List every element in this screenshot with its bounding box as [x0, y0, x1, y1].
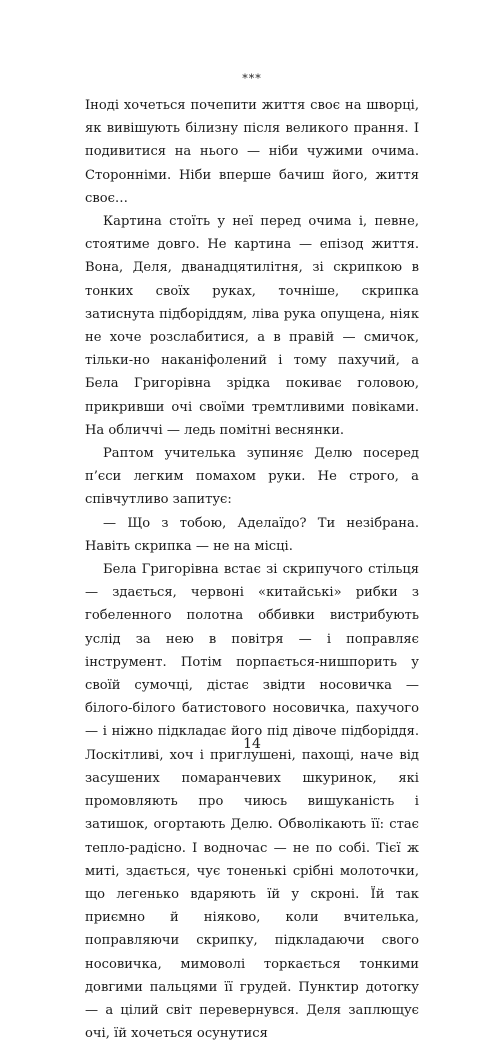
paragraph: Іноді хочеться почепити життя своє на шворці, як вивішують білизну після великого прання. І подивитися на нього — ніби чужими очима. Сторонніми. Ніби вперше бачиш його, життя своє…: [85, 98, 419, 206]
paragraph: Раптом учителька зупиняє Делю посеред п’єси легким помахом руки. Не строго, а співчутливо запитує:: [85, 446, 419, 508]
section-separator: ***: [242, 72, 262, 85]
paragraph: Бела Григорівна встає зі скрипучого стільця — здається, червоні «китайські» рибки з гобеленного полотна оббивки вистрибують услід за нею в повітря — і поправляє інструмент. Потім порпається-нишпорить у своїй сумочці, дістає звідти носовичка — білого-білого батистового носовичка, пахучого — і ніжно підкладає його під дівоче підборіддя. Лоскітливі, хоч і приглушені, пахощі, наче від засушених помаранчевих шкуринок, які промовляють про чиюсь вишуканість і затишок, огортають Делю. Обволікають її: стає тепло-радісно. І водночас — не по собі. Тієї ж миті, здається, чує тоненькі срібні молоточки, що легенько вдаряють їй у скроні. Їй так приємно й ніяково, коли вчителька, поправляючи скрипку, підкладаючи свого носовичка, мимоволі торкається тонкими довгими пальцями її грудей. Пунктир дотorку — а цілий світ перевернувся. Деля заплющує очі, їй хочеться осунутися: [85, 562, 419, 1042]
paragraph: — Що з тобою, Аделаїдо? Ти незібрана. Навіть скрипка — не на місці.: [85, 515, 419, 554]
body-text: [85, 94, 419, 1045]
paragraph: Картина стоїть у неї перед очима і, певне, стоятиме довго. Не картина — епізод життя. Вона, Деля, дванадцятилітня, зі скрипкою в тонких своїх руках, точніше, скрипка затиснута підборіддям, ліва рука опущена, ніяк не хоче розслабитися, а в правій — смичок, тільки-но наканіфолений і тому пахучий, а Бела Григорівна зрідка покиває головою, прикривши очі своїми тремтливими повіками. На обличчі — ледь помітні веснянки.: [85, 214, 419, 438]
book-page: [85, 0, 419, 1042]
page-number: 14: [243, 736, 261, 752]
